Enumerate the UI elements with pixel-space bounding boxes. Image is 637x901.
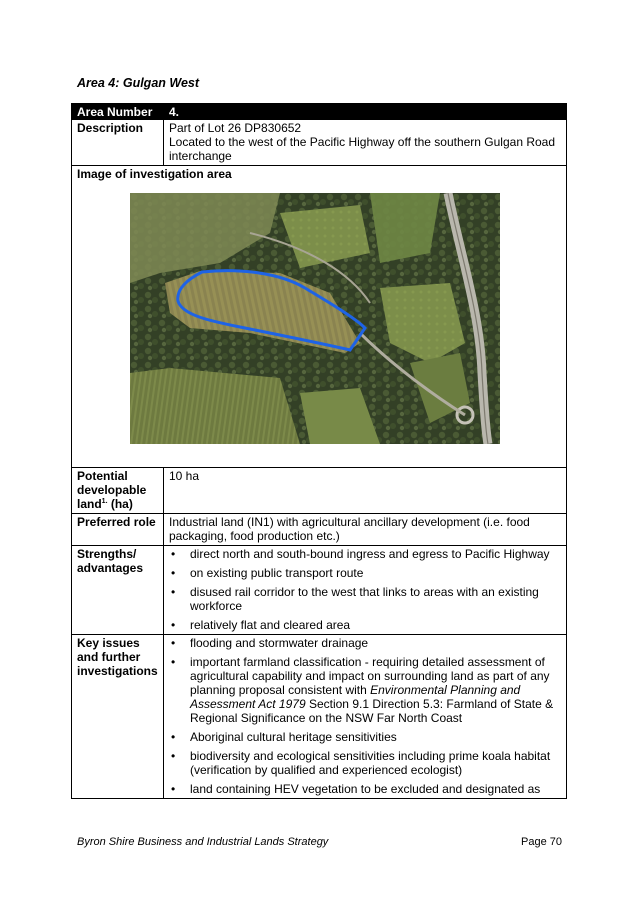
aerial-image-wrapper: [72, 181, 566, 467]
strengths-value: [164, 546, 567, 635]
footnote-marker: 1.: [101, 498, 108, 505]
aerial-image: [130, 193, 500, 444]
description-line-1: Part of Lot 26 DP830652: [169, 121, 302, 135]
issues-list: [169, 636, 561, 796]
issue-text-cont: Section 9.1 Direction 5.3: Farmland of State & Regional Significance on the NSW Far North Coast: [190, 697, 554, 725]
list-item: • biodiversity and ecological sensitivities including prime koala habitat (verification by qualified and experienced ecologist): [169, 749, 561, 777]
issues-row: [72, 635, 567, 799]
list-item: • on existing public transport route: [169, 566, 561, 580]
description-label: Description: [72, 120, 164, 166]
strengths-row: [72, 546, 567, 635]
image-row: [72, 166, 567, 468]
act-title: Environmental Planning and Assessment Act 1979: [190, 683, 521, 711]
area-number-value: 4.: [164, 104, 567, 120]
footer-document-title: Byron Shire Business and Industrial Lands Strategy: [77, 836, 329, 848]
issues-label: Key issues and further investigations: [72, 635, 164, 799]
description-line-2: Located to the west of the Pacific Highway off the southern Gulgan Road interchange: [169, 135, 556, 163]
area-table: [71, 103, 567, 799]
description-row: [72, 120, 567, 166]
list-item: • flooding and stormwater drainage: [169, 636, 561, 650]
list-item: [169, 655, 561, 725]
potential-label-unit: (ha): [107, 497, 133, 511]
list-item: • direct north and south-bound ingress and egress to Pacific Highway: [169, 547, 561, 561]
list-item: • Aboriginal cultural heritage sensitivities: [169, 730, 561, 744]
strengths-label: Strengths/ advantages: [72, 546, 164, 635]
image-cell: [72, 166, 567, 468]
description-value: [164, 120, 567, 166]
preferred-label: Preferred role: [72, 514, 164, 546]
issues-value: [164, 635, 567, 799]
footer-page-number: Page 70: [521, 836, 562, 848]
strengths-list: [169, 547, 561, 632]
potential-value: 10 ha: [164, 468, 567, 514]
issue-text: important farmland classification - requiring detailed assessment of agricultural capability and impact on surrounding land as part of any planning proposal consistent with: [190, 655, 550, 697]
preferred-row: [72, 514, 567, 546]
list-item: • disused rail corridor to the west that links to areas with an existing workforce: [169, 585, 561, 613]
page-heading: Area 4: Gulgan West: [77, 76, 200, 90]
preferred-value: Industrial land (IN1) with agricultural ancillary development (i.e. food packaging, food production etc.): [164, 514, 567, 546]
potential-label-text: Potential developable land: [77, 469, 147, 511]
potential-row: [72, 468, 567, 514]
area-number-row: [72, 104, 567, 120]
list-item: • land containing HEV vegetation to be excluded and designated as: [169, 782, 561, 796]
image-label: Image of investigation area: [77, 167, 232, 181]
area-number-label: Area Number: [72, 104, 164, 120]
list-item: • relatively flat and cleared area: [169, 618, 561, 632]
potential-label: [72, 468, 164, 514]
